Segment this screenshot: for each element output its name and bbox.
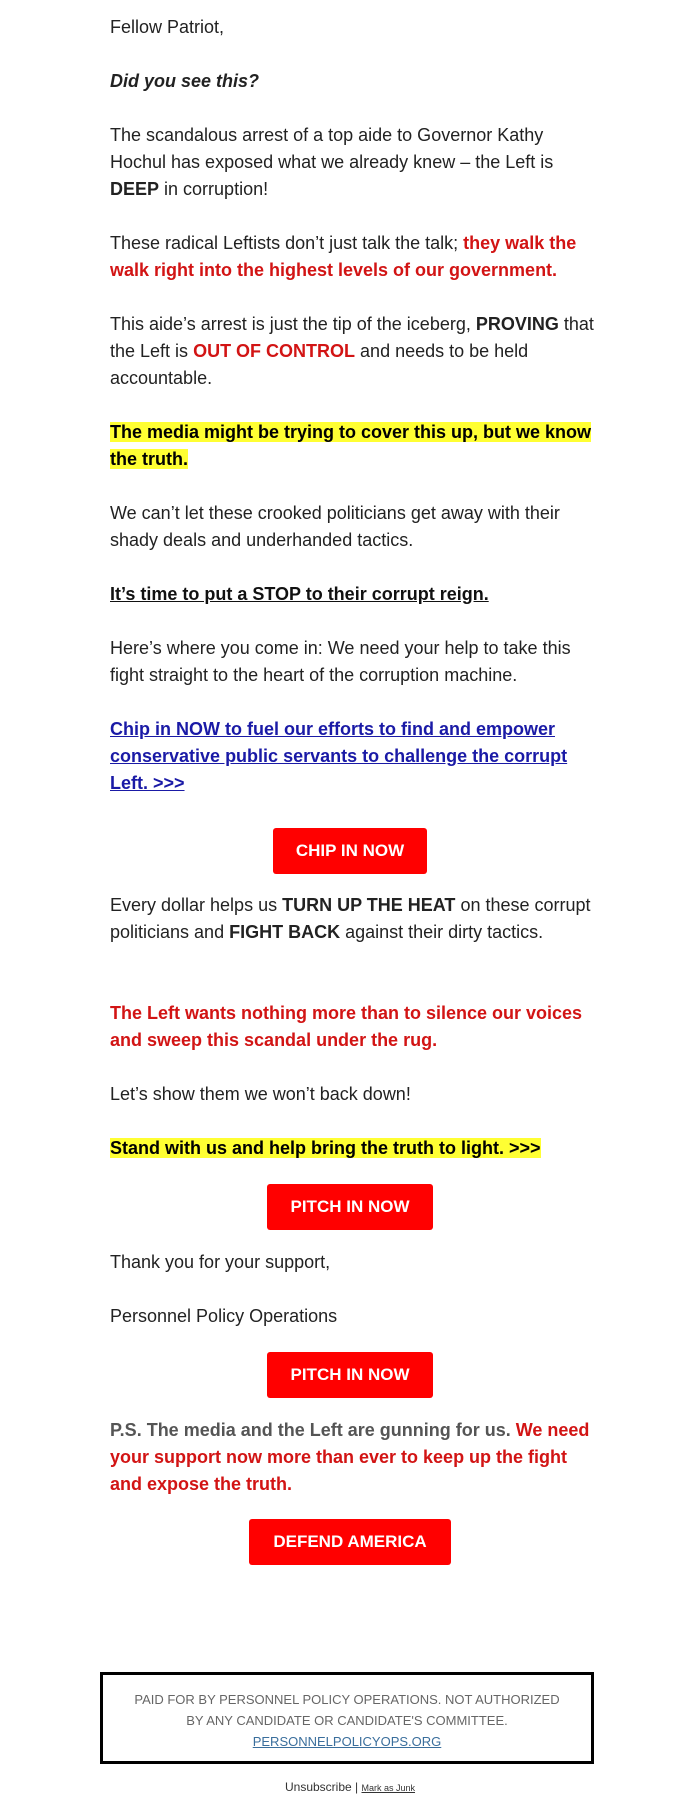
- highlight-media-coverup: The media might be trying to cover this up, but we know the truth.: [110, 422, 592, 469]
- greeting: Fellow Patriot,: [110, 17, 225, 37]
- paid-for-disclaimer-box: [100, 1672, 594, 1764]
- highlight-stand-with-us: Stand with us and help bring the truth to light. >>>: [110, 1138, 541, 1158]
- paragraph-crooked-politicians: We can’t let these crooked politicians get away with their shady deals and underhanded tactics.: [110, 503, 560, 550]
- paragraph-every-dollar: Every dollar helps us TURN UP THE HEAT on these corrupt politicians and FIGHT BACK against their dirty tactics.: [110, 895, 591, 942]
- pitch-in-now-button-2[interactable]: PITCH IN NOW: [267, 1352, 433, 1398]
- unsubscribe-separator: |: [351, 1780, 362, 1794]
- postscript: P.S. The media and the Left are gunning for us. We need your support now more than ever to keep up the fight and expose the truth.: [110, 1420, 590, 1494]
- paragraph-link-container: [110, 716, 600, 797]
- paragraph-radical-leftists: These radical Leftists don’t just talk the talk; they walk the walk right into the highest levels of our government.: [110, 233, 577, 280]
- chip-in-now-button[interactable]: CHIP IN NOW: [273, 828, 427, 874]
- paragraph-arrest: The scandalous arrest of a top aide to Governor Kathy Hochul has exposed what we already knew – the Left is DEEP in corruption!: [110, 125, 554, 199]
- paragraph-iceberg: This aide’s arrest is just the tip of the iceberg, PROVING that the Left is OUT OF CONTROL and needs to be held accountable.: [110, 314, 594, 388]
- unsubscribe-bar: [0, 1780, 700, 1794]
- mark-as-junk-link[interactable]: Mark as Junk: [361, 1783, 416, 1793]
- website-link[interactable]: PERSONNELPOLICYOPS.ORG: [252, 1734, 442, 1749]
- paragraph-help-fight: Here’s where you come in: We need your help to take this fight straight to the heart of the corruption machine.: [110, 638, 571, 685]
- unsubscribe-link[interactable]: Unsubscribe: [284, 1780, 352, 1794]
- paragraph-wont-back-down: Let’s show them we won’t back down!: [110, 1084, 411, 1104]
- thanks-line: Thank you for your support,: [110, 1252, 331, 1272]
- chip-in-link[interactable]: Chip in NOW to fuel our efforts to find and empower conservative public servants to challenge the corrupt Left. >>>: [110, 719, 568, 793]
- disclaimer-text: PAID FOR BY PERSONNEL POLICY OPERATIONS. NOT AUTHORIZED BY ANY CANDIDATE OR CANDIDATE'S COMMITTEE.: [134, 1692, 560, 1728]
- question-heading: Did you see this?: [110, 71, 260, 91]
- underline-stop-corrupt-reign: It’s time to put a STOP to their corrupt reign.: [110, 584, 489, 604]
- defend-america-button[interactable]: DEFEND AMERICA: [249, 1519, 451, 1565]
- pitch-in-now-button-1[interactable]: PITCH IN NOW: [267, 1184, 433, 1230]
- signature: Personnel Policy Operations: [110, 1306, 338, 1326]
- paragraph-silence-voices: The Left wants nothing more than to silence our voices and sweep this scandal under the rug.: [110, 1003, 583, 1050]
